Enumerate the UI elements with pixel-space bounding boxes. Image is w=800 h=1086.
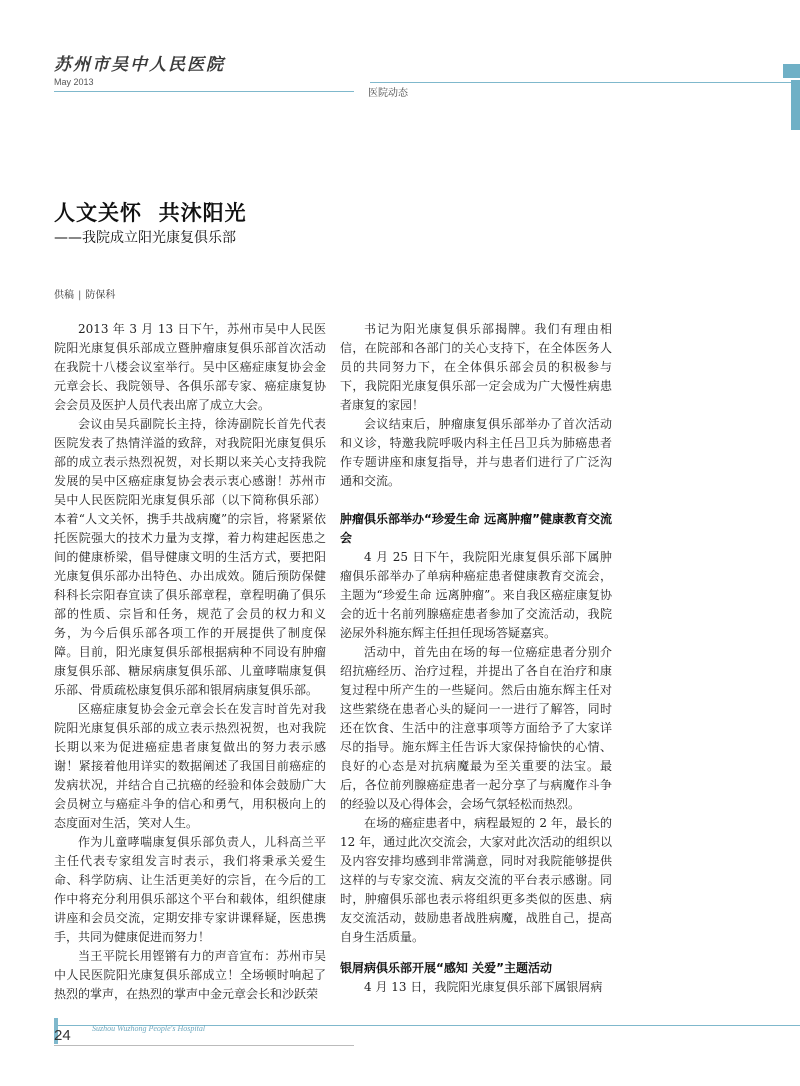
corner-accent — [783, 64, 800, 78]
paragraph: 作为儿童哮喘康复俱乐部负责人，儿科高兰平主任代表专家组发言时表示，我们将秉承关爱生命、科学防病、让生活更美好的宗旨，在今后的工作中将充分利用俱乐部这个平台和载体，组织健康讲座和会员交流，定期安排专家讲课释疑，医患携手，共同为健康促进而努力！ — [54, 835, 326, 944]
footer-hospital-name: Suzhou Wuzhong People's Hospital — [92, 1024, 206, 1033]
paragraph: 书记为阳光康复俱乐部揭牌。我们有理由相信，在院部和各部门的关心支持下，在全体医务人员的共同努力下，在全体俱乐部会员的积极参与下，我院阳光康复俱乐部一定会成为广大慢性病患者康复的家园！ — [340, 322, 612, 412]
byline-separator: | — [78, 290, 82, 301]
byline-label: 供稿 — [54, 290, 74, 301]
paragraph: 在场的癌症患者中，病程最短的 2 年，最长的 12 年，通过此次交流会，大家对此次活动的组织以及内容安排均感到非常满意，同时对我院能够提供这样的与专家交流、病友交流的平台表示感谢。同时，肿瘤俱乐部也表示将组织更多类似的医患、病友交流活动，鼓励患者战胜病魔，战胜自己，提高自身生活质量。 — [340, 816, 612, 944]
article-title: 人文关怀 共沐阳光 — [54, 201, 247, 226]
byline — [54, 286, 115, 301]
left-column — [54, 320, 326, 1004]
right-column — [340, 320, 612, 997]
header-rule-left — [54, 91, 354, 92]
section-heading-psoriasis-club: 银屑病俱乐部开展“感知 关爱”主题活动 — [340, 961, 552, 975]
paragraph: 4 月 13 日，我院阳光康复俱乐部下属银屑病 — [364, 980, 603, 994]
header-rule-right — [370, 82, 800, 83]
paragraph: 当王平院长用铿锵有力的声音宣布：苏州市吴中人民医院阳光康复俱乐部成立！全场顿时响起了热烈的掌声，在热烈的掌声中金元章会长和沙跃荣 — [54, 949, 326, 1001]
article-subtitle: ——我院成立阳光康复俱乐部 — [54, 230, 236, 246]
footer-sub-rule — [54, 1045, 354, 1046]
section-heading-tumor-club: 肿瘤俱乐部举办“珍爱生命 远离肿瘤”健康教育交流会 — [340, 512, 612, 545]
corner-accent-vertical — [791, 80, 800, 130]
issue-date: May 2013 — [54, 77, 94, 87]
paragraph: 区癌症康复协会金元章会长在发言时首先对我院阳光康复俱乐部的成立表示热烈祝贺，也对我院长期以来为促进癌症患者康复做出的努力表示感谢！紧接着他用详实的数据阐述了我国目前癌症的发病状况，并结合自己抗癌的经验和体会鼓励广大会员树立与癌症斗争的信心和勇气，用积极向上的态度面对生活，笑对人生。 — [54, 702, 326, 830]
page-number: 24 — [54, 1027, 71, 1044]
paragraph: 4 月 25 日下午，我院阳光康复俱乐部下属肿瘤俱乐部举办了单病种癌症患者健康教育交流会，主题为“珍爱生命 远离肿瘤”。来自我区癌症康复协会的近十名前列腺癌症患者参加了交流活动，我院泌尿外科施东辉主任担任现场答疑嘉宾。 — [340, 550, 612, 640]
byline-author: 防保科 — [85, 290, 116, 301]
paragraph: 会议结束后，肿瘤康复俱乐部举办了首次活动和义诊，特邀我院呼吸内科主任吕卫兵为肺癌患者作专题讲座和康复指导，并与患者们进行了广泛沟通和交流。 — [340, 417, 612, 488]
paragraph: 活动中，首先由在场的每一位癌症患者分别介绍抗癌经历、治疗过程，并提出了各自在治疗和康复过程中所产生的一些疑问。然后由施东辉主任对这些萦绕在患者心头的疑问一一进行了解答，同时还在饮食、生活中的注意事项等方面给予了大家详尽的指导。施东辉主任告诉大家保持愉快的心情、良好的心态是对抗病魔最为至关重要的法宝。最后，各位前列腺癌症患者一起分享了与病魔作斗争的经验以及心得体会，会场气氛轻松而热烈。 — [340, 645, 612, 811]
paragraph: 会议由吴兵副院长主持，徐涛副院长首先代表医院发表了热情洋溢的致辞，对我院阳光康复俱乐部的成立表示热烈祝贺，对长期以来关心支持我院发展的吴中区癌症康复协会表示衷心感谢！苏州市吴中人民医院阳光康复俱乐部（以下简称俱乐部）本着“人文关怀，携手共战病魔”的宗旨，将紧紧依托医院强大的技术力量为支撑，着力构建起医患之间的健康桥梁，倡导健康文明的生活方式，要把阳光康复俱乐部办出特色、办出成效。随后预防保健科科长宗阳春宣读了俱乐部章程，章程明确了俱乐部的性质、宗旨和任务，规范了会员的权力和义务，为今后俱乐部各项工作的开展提供了制度保障。目前，阳光康复俱乐部根据病种不同设有肿瘤康复俱乐部、糖尿病康复俱乐部、儿童哮喘康复俱乐部、骨质疏松康复俱乐部和银屑病康复俱乐部。 — [54, 417, 326, 697]
section-label: 医院动态 — [368, 88, 408, 99]
paragraph: 2013 年 3 月 13 日下午，苏州市吴中人民医院阳光康复俱乐部成立暨肿瘤康复俱乐部首次活动在我院十八楼会议室举行。吴中区癌症康复协会金元章会长、我院领导、各俱乐部专家、癌症康复协会会员及医护人员代表出席了成立大会。 — [54, 322, 326, 412]
masthead-title: 苏州市吴中人民医院 — [54, 55, 225, 75]
